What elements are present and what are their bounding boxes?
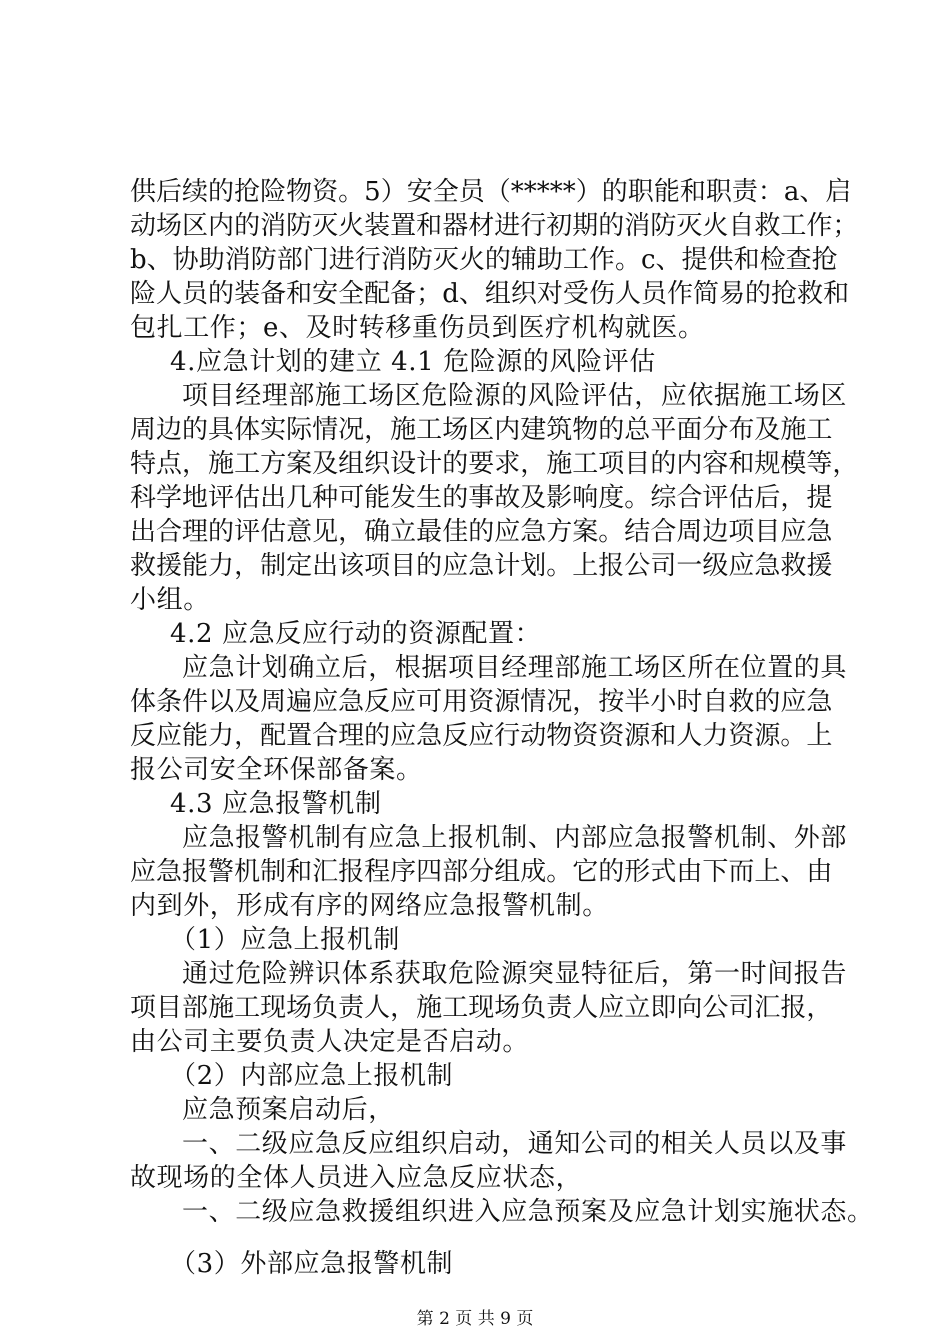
paragraph-start: 通过危险辨识体系获取危险源突显特征后，第一时间报告 (182, 959, 848, 989)
subsection-heading: （3）外部应急报警机制 (170, 1249, 454, 1279)
body-line: 小组。 (130, 585, 210, 615)
body-line: 项 目 部 施 工 现 场 负 责 人 ， 施 工 现 场 负 责 人 应 立 即 向 公 司 汇 报 ， (130, 993, 833, 1023)
section-heading: 4.2 应急反应行动的资源配置： (170, 619, 542, 649)
body-line: 内到外，形成有序的网络应急报警机制。 (130, 891, 609, 921)
subsection-heading: （2）内部应急上报机制 (170, 1061, 454, 1091)
body-line: 体 条 件 以 及 周 遍 应 急 反 应 可 用 资 源 情 况 ， 按 半 小 时 自 救 的 应 急 (130, 687, 833, 717)
body-line: 科 学 地 评 估 出 几 种 可 能 发 生 的 事 故 及 影 响 度 。 综 合 评 估 后 ， 提 (130, 483, 833, 513)
body-line: 周 边 的 具 体 实 际 情 况 ， 施 工 场 区 内 建 筑 物 的 总 平 面 分 布 及 施 工 (130, 415, 833, 445)
body-line: 故现场的全体人员进入应急反应状态， (130, 1163, 583, 1193)
body-line: 出 合 理 的 评 估 意 见 ， 确 立 最 佳 的 应 急 方 案 。 结 合 周 边 项 目 应 急 (130, 517, 833, 547)
body-line: 救 援 能 力 ， 制 定 出 该 项 目 的 应 急 计 划 。 上 报 公 司 一 级 应 急 救 援 (130, 551, 833, 581)
paragraph-start: 应急预案启动后， (182, 1095, 395, 1125)
body-line: b 、 协 助 消 防 部 门 进 行 消 防 灭 火 的 辅 助 工 作 。 c 、 提 供 和 检 查 抢 (130, 245, 838, 275)
body-line: 供 后 续 的 抢 险 物 资 。 5 ） 安 全 员 （ * * * * * ） 的 职 能 和 职 责 ： a 、 启 (130, 177, 852, 207)
paragraph-start: 一、二级应急反应组织启动，通知公司的相关人员以及事 (182, 1129, 848, 1159)
body-line: 动 场 区 内 的 消 防 灭 火 装 置 和 器 材 进 行 初 期 的 消 防 灭 火 自 救 工 作 ； (130, 211, 859, 241)
section-heading: 4.应急计划的建立 4.1 危险源的风险评估 (170, 347, 656, 377)
body-line: 应 急 报 警 机 制 和 汇 报 程 序 四 部 分 组 成 。 它 的 形 式 由 下 而 上 、 由 (130, 857, 833, 887)
body-line: 险 人 员 的 装 备 和 安 全 配 备 ； d 、 组 织 对 受 伤 人 员 作 简 易 的 抢 救 和 (130, 279, 850, 309)
paragraph-start: 一、二级应急救援组织进入应急预案及应急计划实施状态。 (182, 1197, 874, 1227)
paragraph-start: 项目经理部施工场区危险源的风险评估，应依据施工场区 (182, 381, 848, 411)
paragraph-start: 应急报警机制有应急上报机制、内部应急报警机制、外部 (182, 823, 848, 853)
body-line: 由公司主要负责人决定是否启动。 (130, 1027, 530, 1057)
section-heading: 4.3 应急报警机制 (170, 789, 382, 819)
body-line: 包扎工作；e、及时转移重伤员到医疗机构就医。 (130, 313, 705, 343)
page-footer: 第 2 页 共 9 页 (416, 1309, 534, 1329)
body-line: 反 应 能 力 ， 配 置 合 理 的 应 急 反 应 行 动 物 资 资 源 和 人 力 资 源 。 上 (130, 721, 833, 751)
body-line: 特 点 ， 施 工 方 案 及 组 织 设 计 的 要 求 ， 施 工 项 目 的 内 容 和 规 模 等 ， (130, 449, 859, 479)
paragraph-start: 应急计划确立后，根据项目经理部施工场区所在位置的具 (182, 653, 848, 683)
body-line: 报公司安全环保部备案。 (130, 755, 423, 785)
subsection-heading: （1）应急上报机制 (170, 925, 400, 955)
